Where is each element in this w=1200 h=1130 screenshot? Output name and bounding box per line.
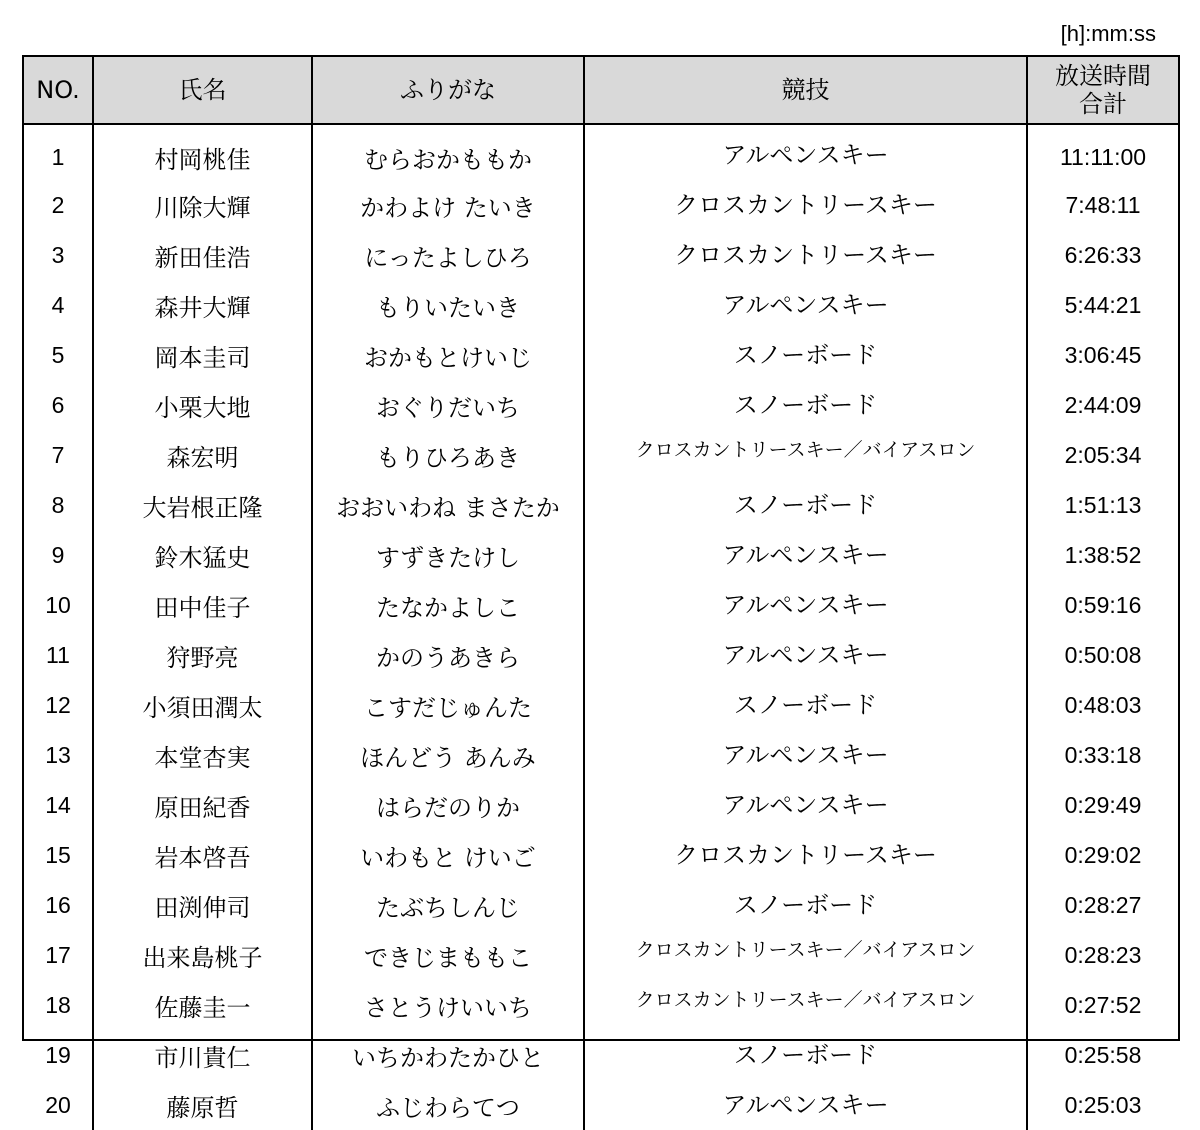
header-sport: 競技 bbox=[584, 57, 1027, 124]
table-row bbox=[24, 1030, 1178, 1080]
cell-no: 15 bbox=[45, 841, 71, 868]
cell-sport: スノーボード bbox=[584, 680, 1027, 730]
cell-name: 藤原哲 bbox=[93, 1080, 312, 1130]
cell-sport: アルペンスキー bbox=[584, 780, 1027, 830]
cell-sport: スノーボード bbox=[584, 480, 1027, 530]
cell-no: 17 bbox=[45, 941, 71, 968]
table-row bbox=[24, 180, 1178, 230]
table-row bbox=[24, 830, 1178, 880]
cell-broadcast-time: 0:25:03 bbox=[1027, 1080, 1178, 1130]
cell-broadcast-time: 3:06:45 bbox=[1027, 330, 1178, 380]
cell-name: 岩本啓吾 bbox=[93, 830, 312, 880]
cell-broadcast-time: 7:48:11 bbox=[1027, 180, 1178, 230]
cell-kana: いわもと けいご bbox=[312, 830, 584, 880]
cell-no: 10 bbox=[45, 591, 71, 618]
cell-name: 小須田潤太 bbox=[93, 680, 312, 730]
cell-sport: クロスカントリースキー／バイアスロン bbox=[584, 930, 1027, 980]
cell-sport: アルペンスキー bbox=[584, 124, 1027, 180]
table-row bbox=[24, 230, 1178, 280]
cell-broadcast-time: 1:51:13 bbox=[1027, 480, 1178, 530]
cell-kana: たなかよしこ bbox=[312, 580, 584, 630]
cell-kana: いちかわたかひと bbox=[312, 1030, 584, 1080]
cell-name: 田渕伸司 bbox=[93, 880, 312, 930]
table-row bbox=[24, 980, 1178, 1030]
cell-sport: クロスカントリースキー bbox=[584, 230, 1027, 280]
cell-name: 森宏明 bbox=[93, 430, 312, 480]
cell-no: 8 bbox=[51, 491, 65, 518]
cell-kana: おかもとけいじ bbox=[312, 330, 584, 380]
cell-broadcast-time: 0:28:23 bbox=[1027, 930, 1178, 980]
cell-name: 鈴木猛史 bbox=[93, 530, 312, 580]
cell-broadcast-time: 5:44:21 bbox=[1027, 280, 1178, 330]
cell-broadcast-time: 2:05:34 bbox=[1027, 430, 1178, 480]
table-row bbox=[24, 1080, 1178, 1130]
cell-no: 6 bbox=[51, 391, 65, 418]
table-row bbox=[24, 280, 1178, 330]
cell-kana: すずきたけし bbox=[312, 530, 584, 580]
cell-kana: にったよしひろ bbox=[312, 230, 584, 280]
cell-sport: スノーボード bbox=[584, 380, 1027, 430]
cell-name: 川除大輝 bbox=[93, 180, 312, 230]
table-row bbox=[24, 480, 1178, 530]
cell-name: 田中佳子 bbox=[93, 580, 312, 630]
cell-broadcast-time: 0:25:58 bbox=[1027, 1030, 1178, 1080]
cell-name: 狩野亮 bbox=[93, 630, 312, 680]
header-name: 氏名 bbox=[93, 57, 312, 124]
table-row bbox=[24, 580, 1178, 630]
cell-no: 9 bbox=[51, 541, 65, 568]
cell-broadcast-time: 0:29:49 bbox=[1027, 780, 1178, 830]
cell-kana: もりいたいき bbox=[312, 280, 584, 330]
cell-kana: ほんどう あんみ bbox=[312, 730, 584, 780]
cell-sport: アルペンスキー bbox=[584, 1080, 1027, 1130]
cell-sport: アルペンスキー bbox=[584, 730, 1027, 780]
cell-kana: こすだじゅんた bbox=[312, 680, 584, 730]
cell-broadcast-time: 6:26:33 bbox=[1027, 230, 1178, 280]
athlete-broadcast-table bbox=[22, 55, 1180, 1122]
cell-no: 3 bbox=[51, 241, 65, 268]
table-body bbox=[24, 124, 1178, 1130]
table-row bbox=[24, 780, 1178, 830]
cell-no: 14 bbox=[45, 791, 71, 818]
cell-no: 11 bbox=[46, 641, 70, 668]
cell-kana: かのうあきら bbox=[312, 630, 584, 680]
cell-no: 18 bbox=[45, 991, 71, 1018]
cell-sport: クロスカントリースキー bbox=[584, 180, 1027, 230]
cell-name: 村岡桃佳 bbox=[93, 124, 312, 180]
cell-broadcast-time: 2:44:09 bbox=[1027, 380, 1178, 430]
cell-name: 佐藤圭一 bbox=[93, 980, 312, 1030]
cell-no: 16 bbox=[45, 891, 71, 918]
cell-kana: かわよけ たいき bbox=[312, 180, 584, 230]
table-row bbox=[24, 680, 1178, 730]
cell-name: 岡本圭司 bbox=[93, 330, 312, 380]
cell-name: 本堂杏実 bbox=[93, 730, 312, 780]
table-row bbox=[24, 930, 1178, 980]
cell-kana: もりひろあき bbox=[312, 430, 584, 480]
cell-sport: クロスカントリースキー／バイアスロン bbox=[584, 430, 1027, 480]
cell-broadcast-time: 0:29:02 bbox=[1027, 830, 1178, 880]
table-row bbox=[24, 630, 1178, 680]
cell-no: 19 bbox=[45, 1041, 71, 1068]
cell-no: 7 bbox=[51, 441, 65, 468]
cell-kana: おおいわね まさたか bbox=[312, 480, 584, 530]
cell-broadcast-time: 1:38:52 bbox=[1027, 530, 1178, 580]
cell-broadcast-time: 11:11:00 bbox=[1027, 124, 1178, 180]
table-row bbox=[24, 380, 1178, 430]
cell-name: 新田佳浩 bbox=[93, 230, 312, 280]
cell-sport: スノーボード bbox=[584, 1030, 1027, 1080]
cell-no: 1 bbox=[51, 144, 65, 170]
cell-no: 20 bbox=[45, 1091, 71, 1118]
time-format-note: [h]:mm:ss bbox=[1060, 21, 1156, 46]
cell-name: 原田紀香 bbox=[93, 780, 312, 830]
cell-no: 2 bbox=[51, 191, 65, 218]
header-row bbox=[24, 57, 1178, 124]
cell-sport: アルペンスキー bbox=[584, 530, 1027, 580]
header-broadcast-time bbox=[1027, 57, 1178, 124]
cell-sport: アルペンスキー bbox=[584, 630, 1027, 680]
header-kana: ふりがな bbox=[312, 57, 584, 124]
cell-broadcast-time: 0:27:52 bbox=[1027, 980, 1178, 1030]
cell-no: 4 bbox=[51, 291, 65, 318]
cell-broadcast-time: 0:48:03 bbox=[1027, 680, 1178, 730]
table-row bbox=[24, 124, 1178, 180]
cell-broadcast-time: 0:33:18 bbox=[1027, 730, 1178, 780]
cell-broadcast-time: 0:28:27 bbox=[1027, 880, 1178, 930]
table-row bbox=[24, 330, 1178, 380]
results-table bbox=[24, 57, 1178, 1130]
cell-no: 12 bbox=[45, 691, 71, 718]
cell-kana: さとうけいいち bbox=[312, 980, 584, 1030]
cell-kana: むらおかももか bbox=[312, 124, 584, 180]
cell-kana: できじまももこ bbox=[312, 930, 584, 980]
cell-no: 13 bbox=[45, 741, 71, 768]
cell-broadcast-time: 0:59:16 bbox=[1027, 580, 1178, 630]
table-row bbox=[24, 530, 1178, 580]
cell-kana: はらだのりか bbox=[312, 780, 584, 830]
cell-sport: スノーボード bbox=[584, 330, 1027, 380]
cell-sport: クロスカントリースキー／バイアスロン bbox=[584, 980, 1027, 1030]
cell-sport: アルペンスキー bbox=[584, 280, 1027, 330]
cell-kana: ふじわらてつ bbox=[312, 1080, 584, 1130]
cell-kana: たぶちしんじ bbox=[312, 880, 584, 930]
cell-no: 5 bbox=[51, 341, 65, 368]
cell-sport: クロスカントリースキー bbox=[584, 830, 1027, 880]
cell-sport: アルペンスキー bbox=[584, 580, 1027, 630]
table-row bbox=[24, 880, 1178, 930]
header-broadcast-time-line2: 合計 bbox=[1079, 90, 1127, 118]
table-row bbox=[24, 430, 1178, 480]
cell-name: 市川貴仁 bbox=[93, 1030, 312, 1080]
cell-kana: おぐりだいち bbox=[312, 380, 584, 430]
cell-name: 森井大輝 bbox=[93, 280, 312, 330]
cell-name: 大岩根正隆 bbox=[93, 480, 312, 530]
cell-broadcast-time: 0:50:08 bbox=[1027, 630, 1178, 680]
cell-sport: スノーボード bbox=[584, 880, 1027, 930]
cell-name: 出来島桃子 bbox=[93, 930, 312, 980]
table-row bbox=[24, 730, 1178, 780]
cell-name: 小栗大地 bbox=[93, 380, 312, 430]
header-broadcast-time-line1: 放送時間 bbox=[1055, 62, 1151, 90]
header-no: NO. bbox=[24, 57, 93, 124]
